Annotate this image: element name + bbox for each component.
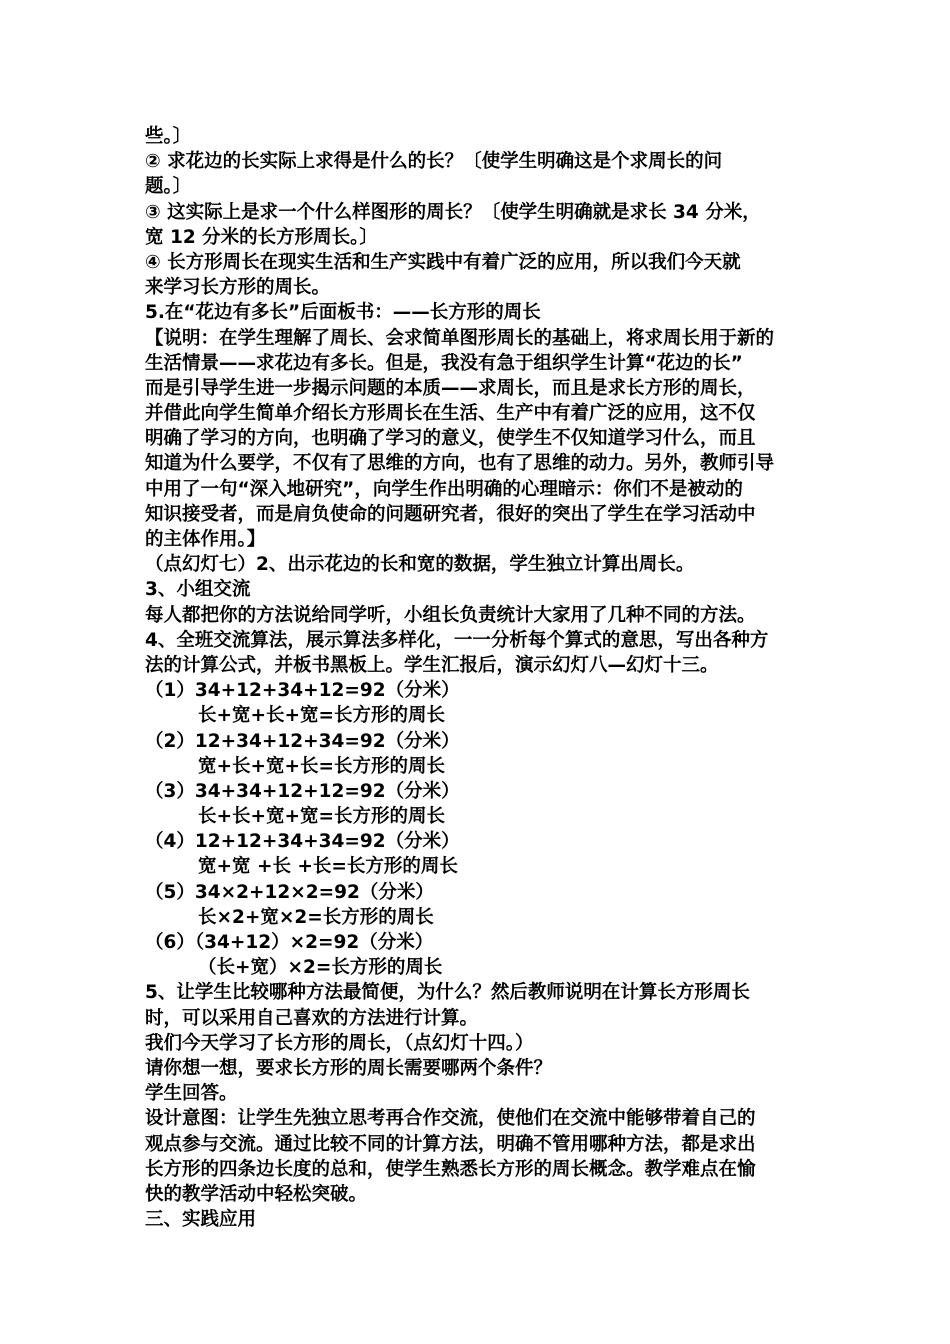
text-line: 请你想一想，要求长方形的周长需要哪两个条件？: [145, 1057, 553, 1079]
text-line: 我们今天学习了长方形的周长，（点幻灯十四。）: [145, 1032, 534, 1054]
text-line: （2）12+34+12+34=92（分米）: [145, 730, 460, 752]
text-line: 长+宽+长+宽=长方形的周长: [198, 705, 446, 727]
text-line: ② 求花边的长实际上求得是什么的长？〔使学生明确这是个求周长的问: [145, 151, 723, 173]
text-line: 来学习长方形的周长。: [145, 277, 331, 299]
text-line: （1）34+12+34+12=92（分米）: [145, 680, 460, 702]
text-line: 5.在“花边有多长”后面板书：——长方形的周长: [145, 302, 541, 324]
text-line: ③ 这实际上是求一个什么样图形的周长？〔使学生明确就是求长 34 分米，: [145, 201, 761, 223]
text-line: 宽+长+宽+长=长方形的周长: [198, 755, 446, 777]
text-line: 设计意图：让学生先独立思考再合作交流，使他们在交流中能够带着自己的: [145, 1108, 756, 1130]
text-line: ④ 长方形周长在现实生活和生产实践中有着广泛的应用，所以我们今天就: [145, 251, 741, 273]
text-line: 长×2+宽×2=长方形的周长: [198, 906, 434, 928]
text-line: 宽 12 分米的长方形周长。〕: [145, 226, 378, 248]
text-line: 生活情景——求花边有多长。但是，我没有急于组织学生计算“花边的长”: [145, 352, 743, 374]
text-line: 学生回答。: [145, 1083, 238, 1105]
text-line: 些。〕: [145, 126, 192, 147]
text-line: （长+宽）×2=长方形的周长: [198, 957, 443, 979]
text-line: 而是引导学生进一步揭示问题的本质——求周长，而且是求长方形的周长，: [145, 377, 756, 399]
text-line: 中用了一句“深入地研究”，向学生作出明确的心理暗示：你们不是被动的: [145, 478, 743, 500]
text-line: 观点参与交流。通过比较不同的计算方法，明确不管用哪种方法，都是求出: [145, 1133, 756, 1155]
text-line: 3、小组交流: [145, 579, 251, 601]
text-line: 每人都把你的方法说给同学听，小组长负责统计大家用了几种不同的方法。: [145, 604, 756, 626]
text-line: 长+长+宽+宽=长方形的周长: [198, 806, 446, 828]
text-line: 三、实践应用: [145, 1209, 257, 1231]
text-line: （点幻灯七）2、出示花边的长和宽的数据，学生独立计算出周长。: [145, 554, 695, 576]
text-line: 明确了学习的方向，也明确了学习的意义，使学生不仅知道学习什么，而且: [145, 428, 756, 450]
text-line: 并借此向学生简单介绍长方形周长在生活、生产中有着广泛的应用，这不仅: [145, 403, 756, 425]
text-line: 快的教学活动中轻松突破。: [145, 1183, 368, 1205]
text-line: 5、让学生比较哪种方法最简便，为什么？然后教师说明在计算长方形周长: [145, 982, 750, 1004]
text-line: （6）（34+12）×2=92（分米）: [145, 932, 434, 953]
text-line: 4、全班交流算法，展示算法多样化，一一分析每个算式的意思，写出各种方: [145, 629, 769, 651]
text-line: （4）12+12+34+34=92（分米）: [145, 831, 460, 853]
text-line: 宽+宽 +长 +长=长方形的周长: [198, 856, 458, 878]
text-line: （3）34+34+12+12=92（分米）: [145, 780, 460, 802]
document-body: [145, 124, 815, 1232]
text-line: 法的计算公式，并板书黑板上。学生汇报后，演示幻灯八—幻灯十三。: [145, 654, 719, 676]
text-line: 时，可以采用自己喜欢的方法进行计算。: [145, 1007, 479, 1029]
text-line: 知识接受者，而是肩负使命的问题研究者，很好的突出了学生在学习活动中: [145, 503, 756, 525]
text-line: 长方形的四条边长度的总和，使学生熟悉长方形的周长概念。教学难点在愉: [145, 1158, 756, 1180]
text-line: 知道为什么要学，不仅有了思维的方向，也有了思维的动力。另外，教师引导: [145, 453, 775, 475]
text-line: （5）34×2+12×2=92（分米）: [145, 881, 434, 903]
text-line: 【说明：在学生理解了周长、会求简单图形周长的基础上，将求周长用于新的: [145, 327, 775, 349]
text-line: 题。〕: [145, 176, 192, 198]
text-line: 的主体作用。】: [145, 529, 266, 550]
